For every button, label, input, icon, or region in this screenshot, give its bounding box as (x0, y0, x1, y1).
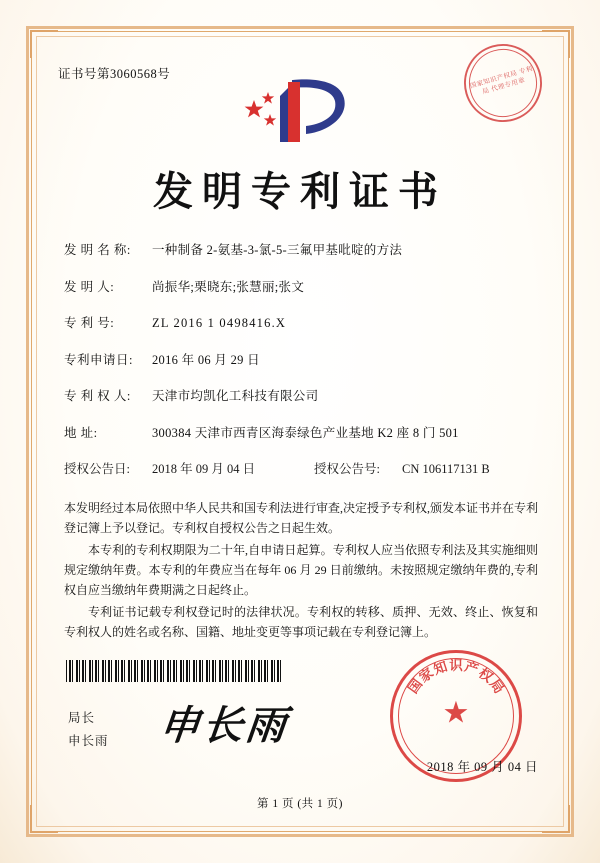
legal-paragraph-1: 本发明经过本局依照中华人民共和国专利法进行审查,决定授予专利权,颁发本证书并在专利登记簿上予以登记。专利权自授权公告之日起生效。 (64, 501, 539, 535)
field-label: 授权公告日: (64, 462, 130, 476)
field-label: 授权公告号: (314, 462, 380, 476)
field-label: 地 址: (64, 425, 98, 440)
official-seal-icon: ★ 国 家 知 识 产 权 局 (390, 650, 522, 782)
page-title: 发明专利证书 (153, 169, 447, 214)
field-row-grant-announcement (64, 459, 540, 477)
legal-paragraph-2: 本专利的专利权期限为二十年,自申请日起算。专利权人应当依照专利法及其实施细则规定缴纳年费。本专利的年费应当在每年 06 月 29 日前缴纳。未按照规定缴纳年费的,专利权自应当缴纳年费期满之日起终止。 (64, 543, 538, 597)
director-handwritten-signature: 申长雨 (157, 702, 292, 749)
director-role-label: 局长 (68, 711, 96, 725)
field-value: 2016 年 06 月 29 日 (152, 352, 260, 367)
field-row-patent-number (64, 313, 540, 331)
corner-ornament-top-left (30, 30, 58, 58)
corner-ornament-top-right (542, 30, 570, 58)
grant-number-group (314, 459, 490, 477)
field-value: ZL 2016 1 0498416.X (152, 316, 287, 330)
field-row-patentee (64, 386, 540, 404)
field-row-address (64, 423, 540, 441)
field-value: 尚振华;栗晓东;张慧丽;张文 (152, 279, 305, 294)
field-label: 专 利 号: (64, 316, 115, 330)
field-row-inventors (64, 277, 540, 295)
field-value: 2018 年 09 月 04 日 (152, 462, 256, 476)
grant-date-group (64, 459, 314, 477)
director-name: 申长雨 (68, 734, 109, 748)
page-footer: 第 1 页 (共 1 页) (256, 798, 344, 810)
field-list (64, 240, 540, 496)
field-label: 专 利 权 人: (64, 389, 131, 403)
legal-text-block (64, 498, 538, 644)
legal-paragraph-3: 专利证书记载专利权登记时的法律状况。专利权的转移、质押、无效、终止、恢复和专利权人的姓名或名称、国籍、地址变更等事项记载在专利登记簿上。 (64, 605, 538, 639)
field-row-invention-name (64, 240, 540, 258)
field-label: 发 明 人: (64, 279, 115, 294)
field-label: 专利申请日: (64, 352, 133, 367)
field-value: 天津市均凯化工科技有限公司 (152, 389, 319, 403)
field-value: CN 106117131 B (402, 462, 490, 476)
field-value: 300384 天津市西青区海泰绿色产业基地 K2 座 8 门 501 (152, 425, 459, 440)
field-row-application-date (64, 350, 540, 368)
seal-date: 2018 年 09 月 04 日 (426, 760, 538, 774)
cnipa-logo-icon (0, 70, 600, 150)
certificate-number: 证书号第3060568号 (58, 67, 171, 81)
field-value: 一种制备 2-氨基-3-氯-5-三氟甲基吡啶的方法 (152, 243, 403, 257)
barcode (66, 660, 281, 682)
seal-star-icon: ★ (442, 696, 470, 730)
agency-stamp-text: 国家知识产权局 专利局 代理专用章 (461, 41, 545, 125)
field-label: 发 明 名 称: (64, 243, 131, 257)
